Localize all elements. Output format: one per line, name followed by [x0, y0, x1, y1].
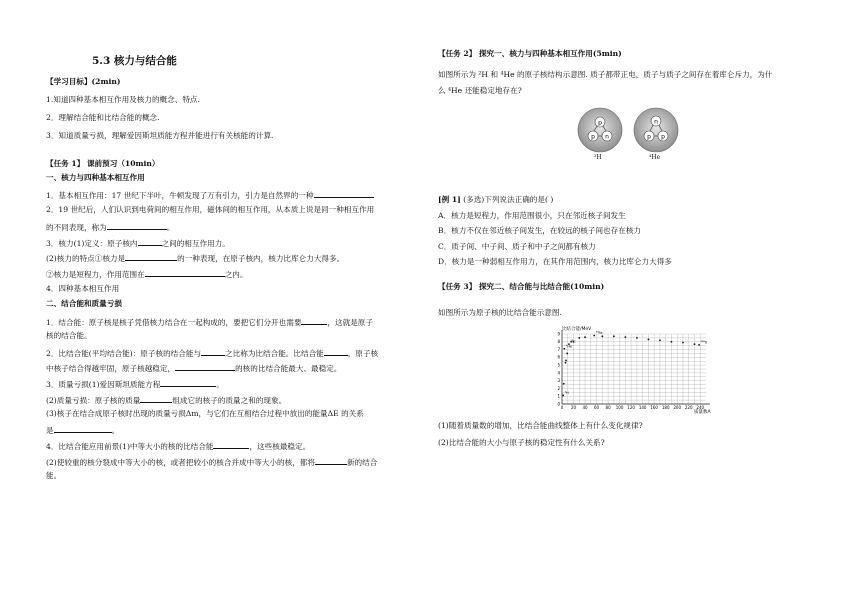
data-point [566, 353, 568, 355]
s2-line-4a: 中核子结合得越牢固，原子核越稳定， [46, 364, 176, 373]
x-tick-label: 180 [661, 405, 670, 410]
y-tick-label: 2 [557, 385, 560, 391]
s1-line-5a: (2)核力的特点①核力是 [46, 254, 126, 263]
t2-line-2: 么 ⁴He 还能稳定地存在? [438, 86, 522, 95]
data-point [694, 343, 696, 345]
goal-1: 1.知道四种基本相互作用及核力的概念、特点. [46, 95, 200, 104]
data-point [563, 383, 565, 385]
chart-y-label: 比结合能/MeV [562, 327, 592, 332]
point-label: ¹²C [570, 339, 576, 344]
s2-line-3a: 2．比结合能(平均结合能)：原子核的结合能与 [46, 349, 202, 358]
section2-heading: 二、结合能和质量亏损 [46, 299, 122, 308]
y-tick-label: 4 [557, 370, 560, 376]
task1-heading: 【任务 1】 课前预习（10min） [46, 159, 160, 168]
svg-text:p: p [591, 133, 595, 141]
x-tick-label: 20 [570, 405, 577, 410]
s2-line-5b: 。 [216, 380, 224, 389]
x-tick-label: 160 [650, 405, 658, 410]
s2-line-6b: 组成它的核子的质量之和的现象。 [172, 396, 287, 405]
t3-line-1: 如图所示为原子核的比结合能示意图. [438, 308, 562, 317]
x-tick-label: 240 [696, 405, 705, 410]
s2-line-3 [46, 347, 378, 359]
data-point [682, 342, 684, 344]
s2-line-9a: 4．比结合能应用前景(1)中等大小的核的比结合能 [46, 442, 214, 451]
s2-line-6 [46, 394, 286, 406]
data-point [584, 336, 586, 338]
s1-line-1-text: 1．基本相互作用：17 世纪下半叶，牛顿发现了万有引力，引力是自然界的一种 [46, 191, 314, 200]
s1-line-2: 2．19 世纪后，人们认识到电荷间的相互作用，磁体间的相互作用，从本质上说是同一种相互作用 [46, 205, 375, 214]
y-tick-label: 6 [557, 354, 560, 360]
page-title: 5.3 核力与结合能 [92, 55, 177, 67]
x-tick-label: 80 [605, 405, 611, 410]
goal-2: 2．理解结合能和比结合能的概念. [46, 113, 160, 122]
data-point [613, 335, 615, 337]
s2-line-5 [46, 378, 224, 390]
example-stem: (多选)下列说法正确的是( ) [460, 195, 554, 204]
s1-line-6a: ②核力是短程力，作用范围在 [46, 270, 145, 279]
s2-line-5a: 3．质量亏损(1)爱因斯坦质能方程 [46, 380, 161, 389]
blank[interactable] [315, 456, 347, 465]
blank[interactable] [107, 221, 167, 230]
blank[interactable] [138, 237, 162, 246]
t2-line-1: 如图所示为 ²H 和 ⁴He 的原子核结构示意图. 质子都带正电，质子与质子之间存在着库仑斥力，为什 [438, 70, 773, 79]
blank[interactable] [140, 394, 172, 403]
s2-line-2: 核的结合能。 [46, 331, 92, 340]
blank[interactable] [160, 378, 216, 387]
s1-line-4 [46, 237, 230, 249]
blank[interactable] [125, 252, 177, 261]
s1-line-7: 4．四种基本相互作用 [46, 284, 120, 293]
nucleus-svg [576, 106, 682, 164]
chart-grid [562, 334, 706, 404]
y-tick-label: 9 [557, 331, 560, 337]
helium-label: ⁴He [649, 154, 661, 161]
blank[interactable] [145, 268, 225, 277]
blank[interactable] [175, 362, 235, 371]
s1-line-6b: 之内。 [224, 270, 248, 279]
s2-line-3c: ，原子核 [347, 349, 379, 358]
s2-line-9b: ，这些核最稳定。 [249, 442, 311, 451]
data-point [565, 360, 567, 362]
option-a: A．核力是短程力，作用范围很小，只在邻近核子间发生 [438, 211, 626, 220]
blank[interactable] [324, 347, 348, 356]
data-point [578, 337, 580, 339]
deuteron-diagram [578, 108, 622, 152]
s2-line-1a: 1．结合能：原子核是核子凭借核力结合在一起构成的，要把它们分开也需要 [46, 318, 302, 327]
x-tick-label: 60 [594, 405, 600, 410]
goal-3: 3．知道质量亏损，理解爱因斯坦质能方程并能进行有关核能的计算. [46, 131, 274, 140]
svg-text:p: p [598, 119, 602, 127]
svg-text:p: p [661, 133, 665, 141]
y-tick-label: 7 [557, 346, 560, 352]
x-tick-label: 200 [673, 405, 682, 410]
task2-heading: 【任务 2】 探究一、核力与四种基本相互作用(5min) [438, 49, 622, 58]
s2-line-1 [46, 316, 373, 328]
s1-line-6 [46, 268, 248, 280]
example-1 [438, 195, 553, 205]
data-point [601, 335, 603, 337]
s2-line-1b: ，这就是原子 [327, 318, 373, 327]
x-tick-label: 100 [615, 405, 624, 410]
s2-line-6a: (2)质量亏损：原子核的质量 [46, 396, 141, 405]
s2-line-10 [46, 456, 377, 468]
s2-line-10b: 新的结合 [346, 458, 378, 467]
blank[interactable] [301, 316, 327, 325]
point-label: ⁴He [565, 344, 573, 349]
goal-heading: 【学习目标】(2min) [46, 77, 121, 86]
task3-heading: 【任务 3】 探究二、结合能与比结合能(10min) [438, 282, 605, 291]
s2-line-4 [46, 362, 341, 374]
option-c: C．质子间、中子间、质子和中子之间都有核力 [438, 242, 596, 251]
data-point [565, 362, 567, 364]
s1-line-5b: 的一种表现，在原子核内，核力比库仑力大得多。 [177, 254, 345, 263]
s1-line-4b: 之间的相互作用力。 [161, 239, 230, 248]
point-label: ²H [564, 390, 569, 395]
x-tick-label: 120 [627, 405, 635, 410]
y-tick-label: 5 [557, 362, 560, 368]
x-tick-label: 40 [582, 405, 588, 410]
option-d: D．核力是一种弱相互作用力，在其作用范围内，核力比库仑力大得多 [438, 257, 672, 266]
nucleus-figure [576, 106, 682, 164]
y-tick-label: 0 [557, 401, 560, 407]
s1-line-5 [46, 252, 344, 264]
s2-line-11: 能。 [46, 471, 62, 480]
point-label: ²³⁸U [700, 340, 708, 345]
x-tick-label: 0 [560, 405, 564, 410]
s2-line-8a: 是 [46, 426, 54, 435]
blank[interactable] [54, 424, 112, 433]
option-b: B．核力不仅在邻近核子间发生，在较远的核子间也存在核力 [438, 226, 642, 235]
chart-point-labels [565, 331, 708, 395]
s1-line-3-text: 的不同表现，称为 [46, 223, 107, 232]
point-label: ⁵⁶Fe [595, 331, 603, 336]
helium-diagram [634, 108, 678, 152]
binding-energy-chart [548, 324, 718, 416]
s1-line-3: 的不同表现，称为 。 [46, 223, 175, 232]
s2-line-4b: 的核的比结合能最大、最稳定。 [235, 364, 342, 373]
s2-line-10a: (2)使较重的核分裂成中等大小的核，或者把较小的核合并成中等大小的核，都将 [46, 458, 315, 467]
blank[interactable] [314, 189, 374, 198]
s2-line-3b: 之比称为比结合能。比结合能 [225, 349, 324, 358]
chart-axes [562, 330, 710, 404]
chart-svg [548, 324, 718, 416]
data-point [636, 337, 638, 339]
chart-x-label: 质量数A [694, 410, 711, 415]
s2-line-7: (3)核子在结合成原子核时出现的质量亏损Δm，与它们在互相结合过程中放出的能量ΔE 的关系 [46, 409, 364, 418]
data-point [648, 339, 650, 341]
x-tick-label: 140 [638, 405, 647, 410]
svg-text:n: n [605, 133, 609, 141]
y-tick-label: 1 [557, 393, 560, 399]
blank[interactable] [213, 440, 249, 449]
section1-heading: 一、核力与四种基本相互作用 [46, 173, 145, 182]
example-prefix: [例 1] [438, 195, 461, 204]
y-tick-label: 3 [557, 378, 560, 384]
question-2: (2)比结合能的大小与原子核的稳定性有什么关系? [438, 438, 605, 447]
data-point [624, 336, 626, 338]
question-1: (1)随着质量数的增加，比结合能曲线整体上有什么变化规律? [438, 421, 643, 430]
svg-text:p: p [647, 133, 651, 141]
data-point [659, 339, 661, 341]
svg-text:n: n [654, 118, 658, 126]
y-tick-label: 8 [557, 339, 560, 345]
x-tick-label: 220 [684, 405, 693, 410]
s2-line-8b: 。 [111, 426, 120, 435]
s2-line-8 [46, 424, 119, 436]
s1-line-4a: 3．核力(1)定义：原子核内 [46, 239, 138, 248]
s1-line-1 [46, 189, 374, 201]
s2-line-9 [46, 440, 310, 452]
blank[interactable] [201, 347, 225, 356]
data-point [671, 341, 673, 343]
deuteron-label: ²H [594, 154, 602, 161]
